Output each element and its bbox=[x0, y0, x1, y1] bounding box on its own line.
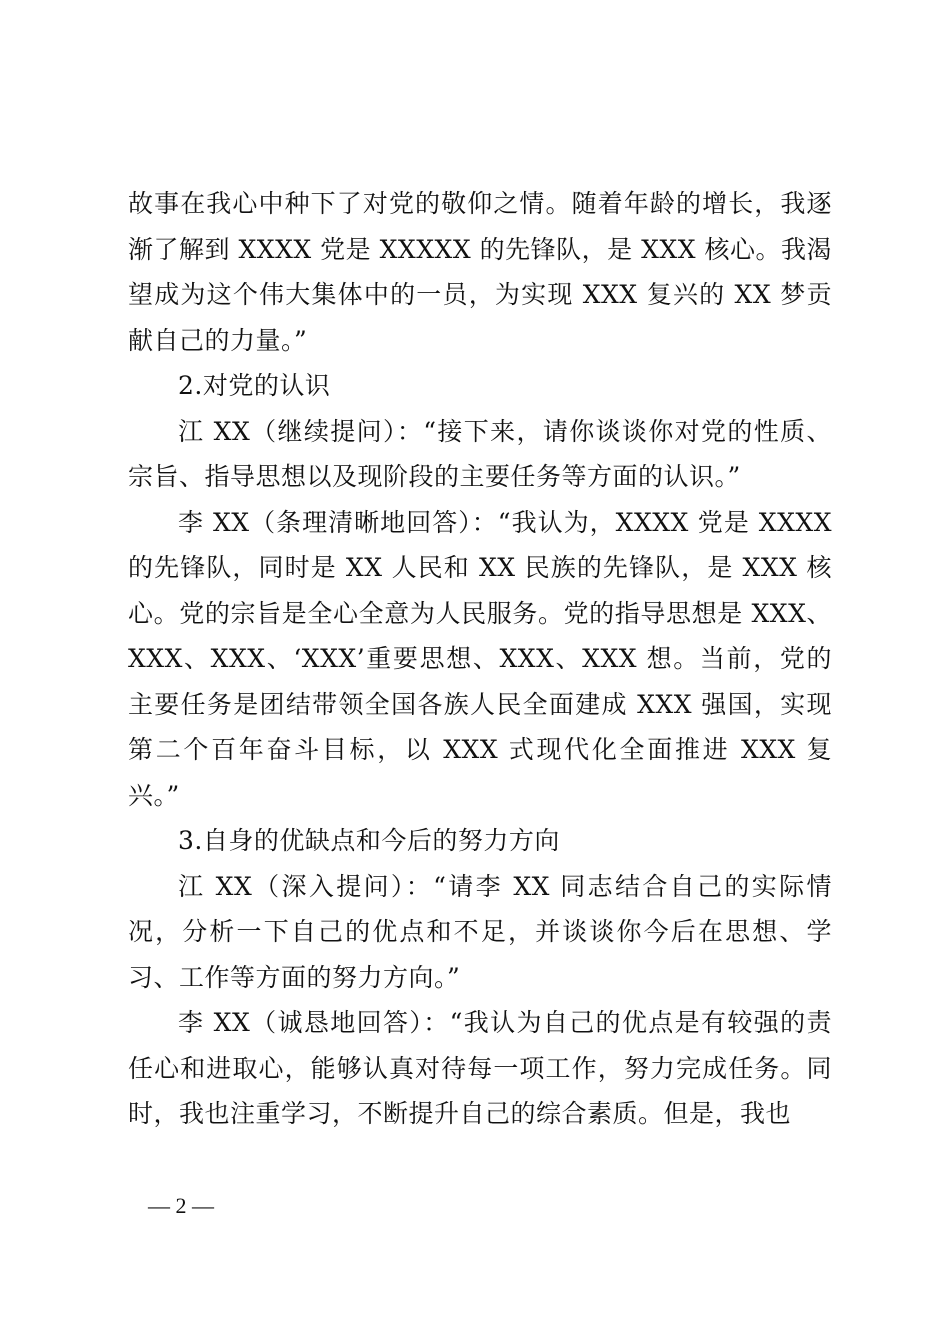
paragraph-answer-strengths-weaknesses: 李 XX（诚恳地回答）：“我认为自己的优点是有较强的责任心和进取心，能够认真对待每一项工作，努力完成任务。同时，我也注重学习，不断提升自己的综合素质。但是，我也 bbox=[128, 1008, 832, 1128]
page-number: — 2 — bbox=[148, 1193, 214, 1218]
paragraph-question-strengths-weaknesses: 江 XX（深入提问）：“请李 XX 同志结合自己的实际情况，分析一下自己的优点和不足，并谈谈你今后在思想、学习、工作等方面的努力方向。” bbox=[128, 871, 832, 992]
section-heading-strengths-weaknesses: 3.自身的优缺点和今后的努力方向 bbox=[178, 826, 560, 855]
paragraph-question-party-understanding: 江 XX（继续提问）：“接下来，请你谈谈你对党的性质、宗旨、指导思想以及现阶段的主要任务等方面的认识。” bbox=[128, 416, 832, 491]
paragraph-answer-party-understanding: 李 XX（条理清晰地回答）：“我认为，XXXX 党是 XXXX 的先锋队，同时是 XX 人民和 XX 民族的先锋队，是 XXX 核心。党的宗旨是全心全意为人民服务。党的指导思想是 XXX、XXX、XXX、‘XXX’重要思想、XXX、XXX 想。当前，党的主要任务是团结带领全国各族人民全面建成 XXX 强国，实现第二个百年奋斗目标，以 XXX 式现代化全面推进 XXX 复兴。” bbox=[128, 507, 832, 810]
section-heading-party-understanding: 2.对党的认识 bbox=[178, 371, 331, 400]
document-body bbox=[128, 181, 832, 1137]
paragraph-continuation: 故事在我心中种下了对党的敬仰之情。随着年龄的增长，我逐渐了解到 XXXX 党是 XXXXX 的先锋队，是 XXX 核心。我渴望成为这个伟大集体中的一员，为实现 XXX 复兴的 XX 梦贡献自己的力量。” bbox=[128, 189, 832, 355]
